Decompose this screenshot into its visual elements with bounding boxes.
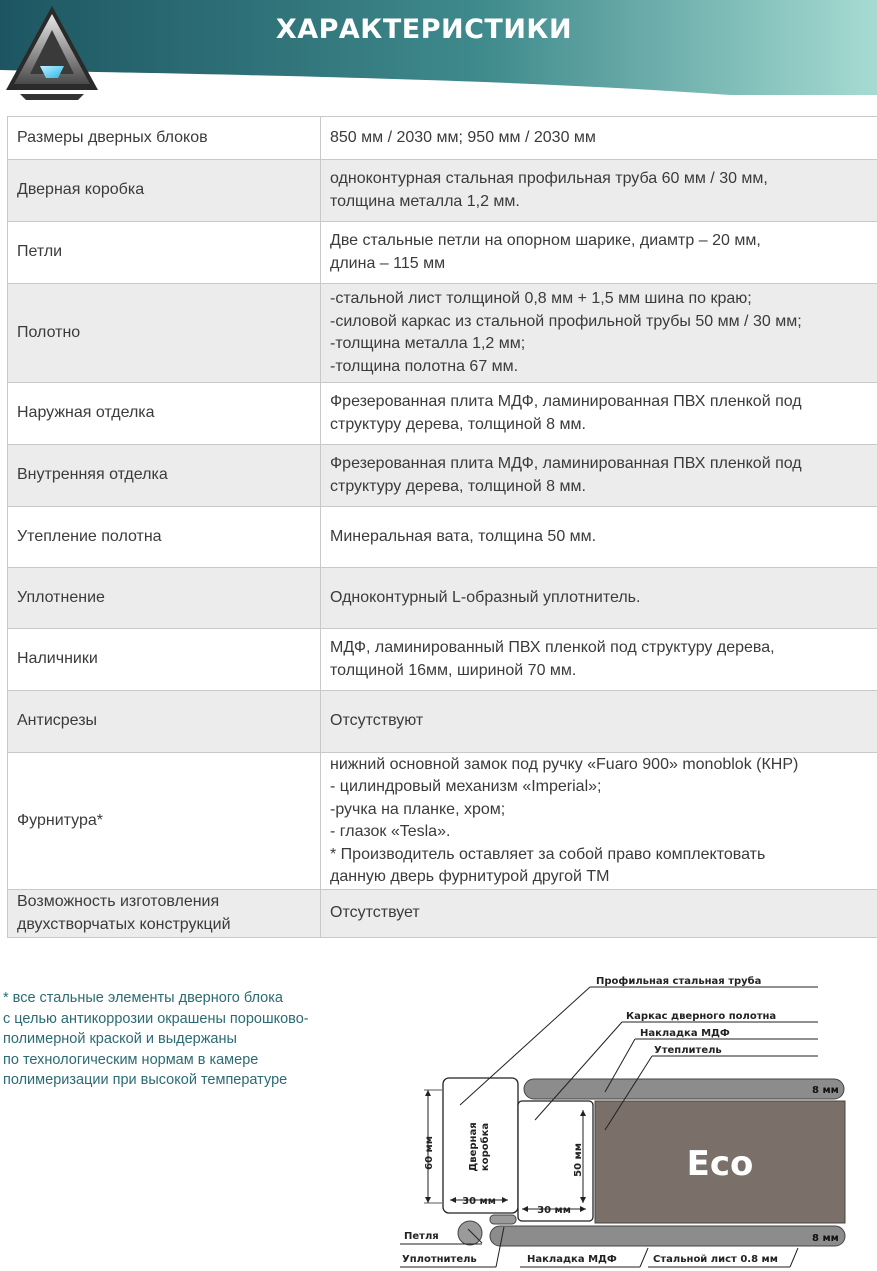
anticorrosion-note [3, 988, 403, 1091]
spec-key: Уплотнение [8, 568, 321, 629]
label-mdf-bottom: Накладка МДФ [527, 1254, 617, 1265]
spec-key: Утепление полотна [8, 507, 321, 568]
note-line: полимерной краской и выдержаны [3, 1031, 237, 1048]
spec-row [8, 691, 877, 753]
label-profile-pipe: Профильная стальная труба [596, 976, 762, 987]
spec-value [321, 445, 877, 507]
spec-value-line: данную дверь фурнитурой другой ТМ [330, 868, 610, 885]
label-door-box-2: коробка [480, 1122, 491, 1172]
label-60mm: 60 мм [424, 1136, 435, 1170]
spec-value-line: Фрезерованная плита МДФ, ламинированная ПВХ пленкой под [330, 455, 802, 472]
spec-value [321, 284, 877, 383]
spec-value [321, 629, 877, 691]
label-mdf-top: Накладка МДФ [640, 1028, 730, 1039]
spec-row [8, 284, 877, 383]
spec-row [8, 383, 877, 445]
spec-value-line: МДФ, ламинированный ПВХ пленкой под структуру дерева, [330, 639, 775, 656]
spec-value-line: 850 мм / 2030 мм; 950 мм / 2030 мм [330, 128, 596, 146]
spec-value-line: Отсутствуют [330, 712, 424, 730]
spec-value-line: * Производитель оставляет за собой право комплектовать [330, 845, 766, 863]
spec-value-line: длина – 115 мм [330, 254, 446, 272]
spec-row [8, 890, 877, 938]
spec-value-line: Фрезерованная плита МДФ, ламинированная ПВХ пленкой под [330, 393, 802, 410]
spec-row [8, 629, 877, 691]
label-frame: Каркас дверного полотна [626, 1011, 777, 1022]
header-banner [0, 0, 877, 95]
label-door-box-1: Дверная [468, 1122, 479, 1172]
spec-value [321, 507, 877, 568]
spec-value [321, 691, 877, 753]
spec-row [8, 117, 877, 160]
spec-value-line: толщина металла 1,2 мм. [330, 192, 520, 210]
spec-value [321, 568, 877, 629]
door-cross-section-diagram [390, 965, 877, 1271]
spec-value-line: Две стальные петли на опорном шарике, диамтр – 20 мм, [330, 232, 761, 249]
hinge-shape [458, 1221, 482, 1245]
note-line: с целью антикоррозии окрашены порошково- [3, 1010, 309, 1027]
spec-row [8, 445, 877, 507]
label-8mm-bottom: 8 мм [812, 1233, 839, 1244]
mdf-top-shape [524, 1079, 844, 1099]
label-8mm-top: 8 мм [812, 1085, 839, 1096]
spec-row [8, 222, 877, 284]
spec-row [8, 753, 877, 890]
spec-key: Наличники [8, 629, 321, 691]
label-50mm: 50 мм [573, 1143, 584, 1177]
spec-key: Внутренняя отделка [8, 445, 321, 507]
label-seal: Уплотнитель [402, 1254, 477, 1265]
brand-label: Eco [686, 1144, 754, 1184]
spec-value-line: нижний основной замок под ручку «Fuaro 900» monoblok (КНР) [330, 755, 799, 773]
spec-value-line: -толщина полотна 67 мм. [330, 357, 519, 375]
spec-value-line: структуру дерева, толщиной 8 мм. [330, 477, 586, 495]
label-30mm-frame: 30 мм [537, 1205, 571, 1216]
spec-value-line: - глазок «Tesla». [330, 823, 451, 840]
brand-logo-icon [0, 0, 104, 104]
page-title: ХАРАКТЕРИСТИКИ [275, 14, 573, 45]
note-line: полимеризации при высокой температуре [3, 1072, 288, 1089]
spec-value [321, 753, 877, 890]
mdf-bottom-shape [490, 1226, 845, 1246]
spec-row [8, 568, 877, 629]
spec-value-line: - цилиндровый механизм «Imperial»; [330, 778, 602, 795]
spec-row [8, 160, 877, 222]
spec-value-line: толщиной 16мм, шириной 70 мм. [330, 661, 577, 679]
spec-value-line: Отсутствует [330, 904, 420, 922]
note-line: * все стальные элементы дверного блока [3, 990, 283, 1006]
spec-key: Петли [8, 222, 321, 284]
spec-key [8, 890, 321, 938]
note-line: по технологическим нормам в камере [3, 1051, 259, 1068]
label-steel-sheet: Стальной лист 0.8 мм [653, 1254, 778, 1265]
spec-value-line: Минеральная вата, толщина 50 мм. [330, 527, 597, 545]
label-insulation: Утеплитель [654, 1045, 722, 1056]
label-hinge: Петля [404, 1231, 439, 1242]
spec-value [321, 890, 877, 938]
spec-value [321, 160, 877, 222]
spec-value-line: структуру дерева, толщиной 8 мм. [330, 415, 586, 433]
spec-value-line: -силовой каркас из стальной профильной трубы 50 мм / 30 мм; [330, 312, 802, 330]
spec-value-line: -ручка на планке, хром; [330, 800, 506, 818]
spec-value [321, 383, 877, 445]
spec-key-line: Возможность изготовления [17, 893, 220, 910]
spec-value [321, 117, 877, 160]
specs-table [7, 116, 877, 938]
spec-row [8, 507, 877, 568]
spec-key: Антисрезы [8, 691, 321, 753]
spec-value-line: одноконтурная стальная профильная труба 60 мм / 30 мм, [330, 170, 768, 187]
seal-shape [490, 1215, 516, 1224]
spec-value-line: Одноконтурный L-образный уплотнитель. [330, 588, 641, 606]
spec-value [321, 222, 877, 284]
spec-key: Полотно [8, 284, 321, 383]
spec-key: Фурнитура* [8, 753, 321, 890]
label-30mm-box: 30 мм [462, 1196, 496, 1207]
spec-key: Дверная коробка [8, 160, 321, 222]
spec-key: Наружная отделка [8, 383, 321, 445]
spec-value-line: -стальной лист толщиной 0,8 мм + 1,5 мм шина по краю; [330, 290, 752, 307]
spec-key: Размеры дверных блоков [8, 117, 321, 160]
spec-key-line: двухстворчатых конструкций [17, 915, 231, 933]
spec-value-line: -толщина металла 1,2 мм; [330, 335, 526, 352]
